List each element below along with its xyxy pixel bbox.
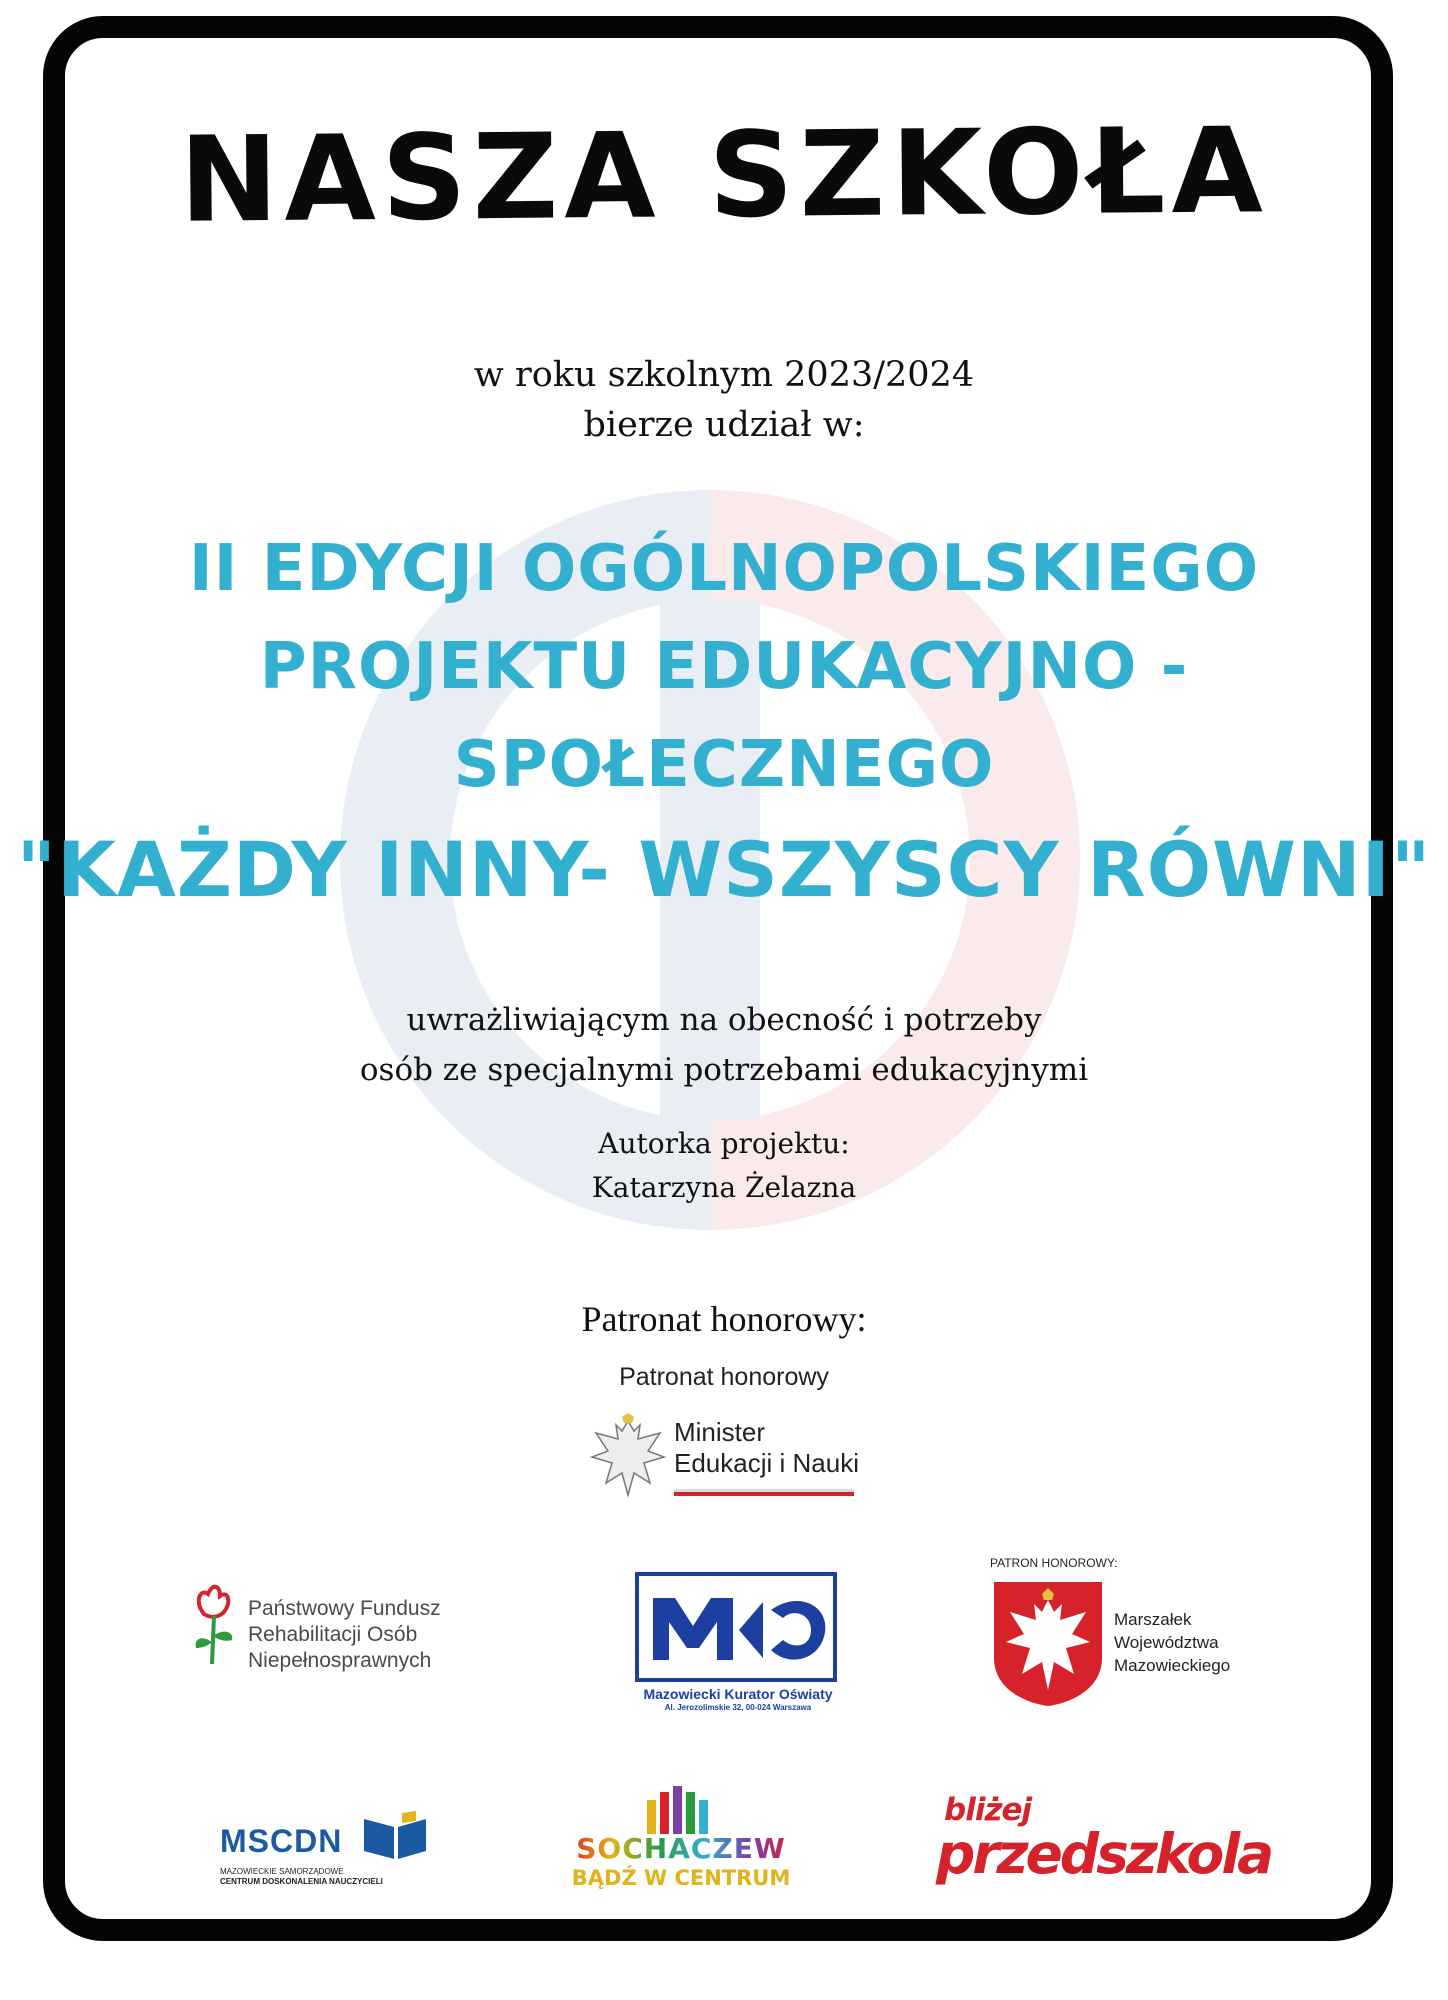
mko-address: Al. Jerozolimskie 32, 00-024 Warszawa — [664, 1703, 812, 1712]
pfron-line-2: Rehabilitacji Osób — [248, 1623, 418, 1646]
marszalek-line-1: Marszałek — [1114, 1610, 1192, 1629]
pfron-line-1: Państwowy Fundusz — [248, 1597, 441, 1620]
mscdn-logo — [214, 1805, 434, 1895]
flag-stripe-icon — [674, 1489, 854, 1496]
tulip-icon — [190, 1584, 240, 1666]
intro-line-participation: bierze udział w: — [583, 405, 865, 445]
marszalek-line-2: Województwa — [1114, 1633, 1219, 1652]
open-book-icon — [362, 1811, 430, 1861]
author-name: Katarzyna Żelazna — [591, 1171, 857, 1204]
mscdn-subtitle-2: CENTRUM DOSKONALENIA NAUCZYCIELI — [220, 1877, 383, 1886]
pfron-line-3: Niepełnosprawnych — [248, 1649, 432, 1672]
marszalek-name — [1114, 1608, 1230, 1677]
project-line-2: PROJEKTU EDUKACYJNO - — [259, 630, 1189, 704]
mscdn-name: MSCDN — [220, 1823, 343, 1859]
pfron-logo — [190, 1576, 490, 1680]
men-patronage-label: Patronat honorowy — [619, 1363, 829, 1391]
marszalek-logo — [988, 1556, 1248, 1716]
mscdn-subtitle-1: MAZOWIECKIE SAMORZĄDOWE — [220, 1867, 344, 1876]
patronat-heading: Patronat honorowy: — [581, 1299, 867, 1339]
men-name — [674, 1417, 859, 1479]
crayons-icon — [641, 1786, 721, 1834]
men-patronage-logo — [566, 1355, 882, 1520]
sochaczew-name: SOCHACZEW — [566, 1832, 796, 1865]
sochaczew-logo — [566, 1784, 796, 1904]
project-line-3: SPOŁECZNEGO — [453, 728, 995, 802]
project-title — [0, 520, 1448, 926]
description-line-1: uwrażliwiającym na obecność i potrzeby — [406, 1002, 1042, 1038]
mko-logo — [630, 1572, 846, 1712]
blizej-top: bliżej — [944, 1792, 1032, 1828]
mko-name: Mazowiecki Kurator Oświaty — [643, 1686, 833, 1702]
mko-frame — [635, 1572, 837, 1682]
pfron-name — [248, 1596, 441, 1674]
project-description — [0, 995, 1448, 1095]
marszalek-patron-label: PATRON HONOROWY: — [990, 1556, 1118, 1570]
project-line-1: II EDYCJI OGÓLNOPOLSKIEGO — [188, 532, 1260, 606]
men-name-line-1: Minister — [674, 1417, 766, 1447]
blizej-przedszkola-logo — [934, 1790, 1272, 1900]
project-author — [0, 1122, 1448, 1210]
author-label: Autorka projektu: — [598, 1127, 850, 1160]
blizej-main: przedszkola — [936, 1822, 1272, 1886]
poster-title: NASZA SZKOŁA — [178, 101, 1270, 249]
description-line-2: osób ze specjalnymi potrzebami edukacyjnymi — [359, 1052, 1089, 1088]
mko-mark-icon — [639, 1576, 833, 1678]
marszalek-line-3: Mazowieckiego — [1114, 1656, 1231, 1675]
project-line-4: "KAŻDY INNY- WSZYSCY RÓWNI" — [16, 825, 1432, 914]
polish-eagle-icon — [588, 1411, 668, 1501]
intro-line-year: w roku szkolnym 2023/2024 — [473, 355, 975, 395]
men-name-line-2: Edukacji i Nauki — [674, 1448, 859, 1478]
intro-text — [0, 350, 1448, 450]
mazovia-coat-of-arms-icon — [992, 1580, 1104, 1708]
sochaczew-slogan: BĄDŹ W CENTRUM — [571, 1866, 791, 1890]
